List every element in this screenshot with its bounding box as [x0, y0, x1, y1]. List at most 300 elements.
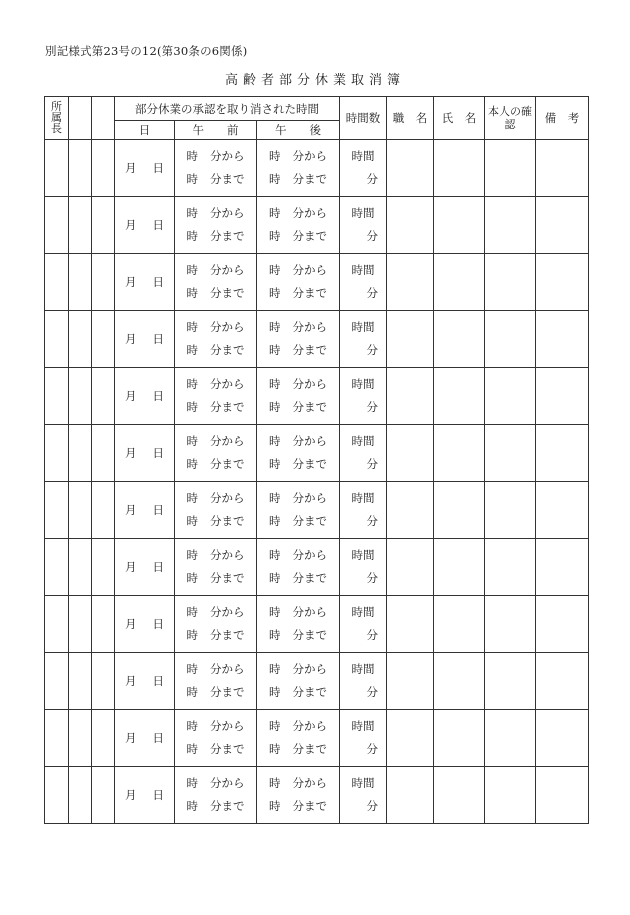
date-cell[interactable] [115, 596, 175, 653]
name-cell[interactable] [434, 254, 485, 311]
hour-label: 時 [186, 343, 198, 357]
pm-time-cell[interactable] [257, 140, 340, 197]
hour-label: 時 [269, 605, 281, 619]
name-cell[interactable] [434, 653, 485, 710]
month-label: 月 [125, 389, 137, 403]
dept-head-stamp-cell[interactable] [45, 596, 69, 653]
date-cell[interactable] [115, 311, 175, 368]
position-cell[interactable] [387, 140, 434, 197]
blank-cell-2[interactable] [92, 254, 115, 311]
hour-label: 時 [186, 662, 198, 676]
from-label: 分から [210, 149, 245, 163]
am-time-cell[interactable] [175, 140, 257, 197]
dept-head-stamp-cell[interactable] [45, 254, 69, 311]
month-label: 月 [125, 560, 137, 574]
blank-cell-2[interactable] [92, 197, 115, 254]
hour-label: 時 [269, 229, 281, 243]
confirmation-cell[interactable] [485, 140, 536, 197]
duration-hours-label: 時間 [351, 434, 375, 448]
duration-cell[interactable] [340, 197, 387, 254]
remarks-cell[interactable] [536, 653, 589, 710]
hour-label: 時 [186, 799, 198, 813]
hour-label: 時 [186, 320, 198, 334]
name-cell[interactable] [434, 311, 485, 368]
duration-minutes-label: 分 [366, 343, 379, 357]
until-label: 分まで [210, 229, 245, 243]
confirmation-cell[interactable] [485, 482, 536, 539]
am-time-cell[interactable] [175, 710, 257, 767]
duration-cell[interactable] [340, 767, 387, 824]
month-label: 月 [125, 218, 137, 232]
am-time-cell[interactable] [175, 425, 257, 482]
until-label: 分まで [292, 286, 328, 300]
remarks-cell[interactable] [536, 596, 589, 653]
blank-cell-2[interactable] [92, 482, 115, 539]
hour-label: 時 [269, 206, 281, 220]
from-label: 分から [210, 548, 245, 562]
pm-time-cell[interactable] [257, 767, 340, 824]
blank-cell-1[interactable] [69, 197, 92, 254]
month-label: 月 [125, 674, 137, 688]
month-label: 月 [125, 332, 137, 346]
duration-cell[interactable] [340, 482, 387, 539]
date-cell[interactable] [115, 482, 175, 539]
from-label: 分から [210, 206, 245, 220]
table-row [45, 368, 589, 425]
duration-minutes-label: 分 [366, 172, 379, 186]
until-label: 分まで [292, 457, 328, 471]
hour-label: 時 [186, 149, 198, 163]
hour-label: 時 [186, 491, 198, 505]
am-time-cell[interactable] [175, 653, 257, 710]
confirmation-cell[interactable] [485, 368, 536, 425]
hour-label: 時 [269, 776, 281, 790]
from-label: 分から [210, 776, 245, 790]
position-cell[interactable] [387, 311, 434, 368]
duration-cell[interactable] [340, 539, 387, 596]
duration-minutes-label: 分 [366, 400, 379, 414]
hour-label: 時 [269, 491, 281, 505]
dept-head-stamp-cell[interactable] [45, 425, 69, 482]
remarks-cell[interactable] [536, 482, 589, 539]
confirmation-cell[interactable] [485, 311, 536, 368]
day-label: 日 [152, 275, 164, 289]
header-confirmation: 本人の確認 [485, 97, 536, 140]
am-time-cell[interactable] [175, 311, 257, 368]
duration-hours-label: 時間 [351, 263, 375, 277]
hour-label: 時 [269, 377, 281, 391]
am-time-cell[interactable] [175, 197, 257, 254]
hour-label: 時 [269, 457, 281, 471]
pm-time-cell[interactable] [257, 254, 340, 311]
until-label: 分まで [292, 229, 328, 243]
pm-time-cell[interactable] [257, 539, 340, 596]
hour-label: 時 [269, 799, 281, 813]
duration-minutes-label: 分 [366, 742, 379, 756]
from-label: 分から [210, 377, 245, 391]
from-label: 分から [292, 377, 328, 391]
blank-cell-1[interactable] [69, 767, 92, 824]
from-label: 分から [292, 149, 328, 163]
header-day: 日 [115, 121, 175, 140]
blank-cell-1[interactable] [69, 653, 92, 710]
month-label: 月 [125, 788, 137, 802]
from-label: 分から [210, 491, 245, 505]
dept-head-stamp-cell[interactable] [45, 368, 69, 425]
pm-time-cell[interactable] [257, 197, 340, 254]
blank-cell-2[interactable] [92, 368, 115, 425]
duration-hours-label: 時間 [351, 491, 375, 505]
remarks-cell[interactable] [536, 311, 589, 368]
blank-cell-2[interactable] [92, 596, 115, 653]
position-cell[interactable] [387, 653, 434, 710]
month-label: 月 [125, 617, 137, 631]
duration-cell[interactable] [340, 368, 387, 425]
table-row [45, 425, 589, 482]
name-cell[interactable] [434, 368, 485, 425]
header-hours: 時間数 [340, 97, 387, 140]
header-pm: 午 後 [257, 121, 340, 140]
duration-minutes-label: 分 [366, 286, 379, 300]
day-label: 日 [152, 446, 164, 460]
confirmation-cell[interactable] [485, 710, 536, 767]
header-cancelled-time: 部分休業の承認を取り消された時間 [115, 97, 340, 121]
header-am: 午 前 [175, 121, 257, 140]
table-row [45, 596, 589, 653]
remarks-cell[interactable] [536, 539, 589, 596]
duration-hours-label: 時間 [351, 605, 375, 619]
hour-label: 時 [269, 400, 281, 414]
from-label: 分から [292, 605, 328, 619]
duration-cell[interactable] [340, 596, 387, 653]
day-label: 日 [152, 674, 164, 688]
dept-head-stamp-cell[interactable] [45, 767, 69, 824]
pm-time-cell[interactable] [257, 596, 340, 653]
day-label: 日 [152, 161, 164, 175]
hour-label: 時 [269, 662, 281, 676]
am-time-cell[interactable] [175, 482, 257, 539]
table-row [45, 140, 589, 197]
duration-hours-label: 時間 [351, 662, 375, 676]
from-label: 分から [292, 263, 328, 277]
until-label: 分まで [292, 343, 328, 357]
confirmation-cell[interactable] [485, 425, 536, 482]
duration-cell[interactable] [340, 653, 387, 710]
header-remarks: 備 考 [536, 97, 589, 140]
dept-head-stamp-cell[interactable] [45, 482, 69, 539]
name-cell[interactable] [434, 710, 485, 767]
duration-hours-label: 時間 [351, 776, 375, 790]
hour-label: 時 [269, 286, 281, 300]
remarks-cell[interactable] [536, 140, 589, 197]
am-time-cell[interactable] [175, 254, 257, 311]
day-label: 日 [152, 503, 164, 517]
duration-minutes-label: 分 [366, 571, 379, 585]
header-dept-head: 所属長 [45, 97, 69, 140]
hour-label: 時 [269, 719, 281, 733]
name-cell[interactable] [434, 767, 485, 824]
hour-label: 時 [269, 149, 281, 163]
date-cell[interactable] [115, 767, 175, 824]
until-label: 分まで [210, 400, 245, 414]
table-row [45, 539, 589, 596]
blank-cell-2[interactable] [92, 311, 115, 368]
duration-cell[interactable] [340, 140, 387, 197]
hour-label: 時 [269, 685, 281, 699]
until-label: 分まで [210, 685, 245, 699]
from-label: 分から [292, 662, 328, 676]
dept-head-stamp-cell[interactable] [45, 140, 69, 197]
until-label: 分まで [292, 685, 328, 699]
blank-cell-1[interactable] [69, 710, 92, 767]
duration-hours-label: 時間 [351, 206, 375, 220]
hour-label: 時 [186, 457, 198, 471]
month-label: 月 [125, 503, 137, 517]
hour-label: 時 [186, 206, 198, 220]
header-position: 職 名 [387, 97, 434, 140]
blank-cell-1[interactable] [69, 311, 92, 368]
from-label: 分から [210, 263, 245, 277]
page-title: 高齢者部分休業取消簿 [224, 73, 405, 88]
hour-label: 時 [269, 548, 281, 562]
until-label: 分まで [292, 172, 328, 186]
remarks-cell[interactable] [536, 368, 589, 425]
duration-minutes-label: 分 [366, 799, 379, 813]
pm-time-cell[interactable] [257, 311, 340, 368]
day-label: 日 [152, 389, 164, 403]
position-cell[interactable] [387, 368, 434, 425]
pm-time-cell[interactable] [257, 425, 340, 482]
dept-head-stamp-cell[interactable] [45, 311, 69, 368]
hour-label: 時 [186, 548, 198, 562]
blank-cell-1[interactable] [69, 425, 92, 482]
position-cell[interactable] [387, 254, 434, 311]
blank-cell-2[interactable] [92, 767, 115, 824]
duration-minutes-label: 分 [366, 685, 379, 699]
duration-hours-label: 時間 [351, 320, 375, 334]
register-rows [45, 140, 589, 824]
blank-cell-1[interactable] [69, 539, 92, 596]
month-label: 月 [125, 731, 137, 745]
from-label: 分から [210, 605, 245, 619]
until-label: 分まで [210, 172, 245, 186]
hour-label: 時 [269, 343, 281, 357]
day-label: 日 [152, 218, 164, 232]
duration-hours-label: 時間 [351, 149, 375, 163]
hour-label: 時 [269, 571, 281, 585]
blank-cell-2[interactable] [92, 425, 115, 482]
blank-cell-2[interactable] [92, 653, 115, 710]
remarks-cell[interactable] [536, 254, 589, 311]
hour-label: 時 [269, 320, 281, 334]
table-row [45, 254, 589, 311]
name-cell[interactable] [434, 425, 485, 482]
name-cell[interactable] [434, 140, 485, 197]
hour-label: 時 [186, 776, 198, 790]
dept-head-stamp-cell[interactable] [45, 197, 69, 254]
duration-minutes-label: 分 [366, 229, 379, 243]
from-label: 分から [210, 662, 245, 676]
month-label: 月 [125, 446, 137, 460]
position-cell[interactable] [387, 710, 434, 767]
from-label: 分から [210, 320, 245, 334]
remarks-cell[interactable] [536, 767, 589, 824]
blank-cell-1[interactable] [69, 254, 92, 311]
blank-cell-1[interactable] [69, 482, 92, 539]
until-label: 分まで [292, 514, 328, 528]
remarks-cell[interactable] [536, 425, 589, 482]
from-label: 分から [292, 776, 328, 790]
month-label: 月 [125, 161, 137, 175]
table-row [45, 710, 589, 767]
hour-label: 時 [186, 514, 198, 528]
date-cell[interactable] [115, 710, 175, 767]
hour-label: 時 [186, 571, 198, 585]
hour-label: 時 [186, 263, 198, 277]
position-cell[interactable] [387, 767, 434, 824]
date-cell[interactable] [115, 539, 175, 596]
table-row [45, 767, 589, 824]
position-cell[interactable] [387, 482, 434, 539]
until-label: 分まで [292, 571, 328, 585]
hour-label: 時 [186, 605, 198, 619]
hour-label: 時 [269, 263, 281, 277]
position-cell[interactable] [387, 425, 434, 482]
confirmation-cell[interactable] [485, 254, 536, 311]
hour-label: 時 [186, 685, 198, 699]
until-label: 分まで [292, 400, 328, 414]
name-cell[interactable] [434, 539, 485, 596]
blank-cell-2[interactable] [92, 140, 115, 197]
hour-label: 時 [186, 377, 198, 391]
from-label: 分から [210, 719, 245, 733]
date-cell[interactable] [115, 254, 175, 311]
until-label: 分まで [210, 742, 245, 756]
hour-label: 時 [269, 628, 281, 642]
date-cell[interactable] [115, 140, 175, 197]
date-cell[interactable] [115, 197, 175, 254]
am-time-cell[interactable] [175, 539, 257, 596]
am-time-cell[interactable] [175, 596, 257, 653]
duration-minutes-label: 分 [366, 628, 379, 642]
hour-label: 時 [186, 719, 198, 733]
pm-time-cell[interactable] [257, 482, 340, 539]
from-label: 分から [292, 491, 328, 505]
cancellation-register-table [44, 96, 589, 824]
from-label: 分から [292, 320, 328, 334]
form-identifier: 別記様式第23号の12(第30条の6関係) [45, 44, 248, 58]
duration-cell[interactable] [340, 425, 387, 482]
blank-cell-2[interactable] [92, 710, 115, 767]
position-cell[interactable] [387, 197, 434, 254]
remarks-cell[interactable] [536, 710, 589, 767]
until-label: 分まで [210, 628, 245, 642]
am-time-cell[interactable] [175, 368, 257, 425]
pm-time-cell[interactable] [257, 368, 340, 425]
date-cell[interactable] [115, 425, 175, 482]
hour-label: 時 [269, 172, 281, 186]
position-cell[interactable] [387, 539, 434, 596]
hour-label: 時 [186, 742, 198, 756]
pm-time-cell[interactable] [257, 710, 340, 767]
hour-label: 時 [269, 742, 281, 756]
table-row [45, 197, 589, 254]
until-label: 分まで [292, 742, 328, 756]
pm-time-cell[interactable] [257, 653, 340, 710]
duration-cell[interactable] [340, 311, 387, 368]
blank-cell-1[interactable] [69, 368, 92, 425]
duration-hours-label: 時間 [351, 377, 375, 391]
confirmation-cell[interactable] [485, 767, 536, 824]
remarks-cell[interactable] [536, 197, 589, 254]
duration-minutes-label: 分 [366, 457, 379, 471]
duration-cell[interactable] [340, 254, 387, 311]
day-label: 日 [152, 332, 164, 346]
hour-label: 時 [269, 514, 281, 528]
header-blank-2 [92, 97, 115, 140]
confirmation-cell[interactable] [485, 596, 536, 653]
blank-cell-2[interactable] [92, 539, 115, 596]
table-row [45, 311, 589, 368]
until-label: 分まで [210, 514, 245, 528]
table-row [45, 482, 589, 539]
from-label: 分から [292, 548, 328, 562]
duration-minutes-label: 分 [366, 514, 379, 528]
dept-head-stamp-cell[interactable] [45, 653, 69, 710]
date-cell[interactable] [115, 653, 175, 710]
dept-head-stamp-cell[interactable] [45, 710, 69, 767]
until-label: 分まで [210, 571, 245, 585]
day-label: 日 [152, 617, 164, 631]
until-label: 分まで [210, 343, 245, 357]
from-label: 分から [210, 434, 245, 448]
confirmation-cell[interactable] [485, 197, 536, 254]
name-cell[interactable] [434, 197, 485, 254]
until-label: 分まで [292, 628, 328, 642]
hour-label: 時 [186, 229, 198, 243]
duration-hours-label: 時間 [351, 719, 375, 733]
month-label: 月 [125, 275, 137, 289]
header-blank-1 [69, 97, 92, 140]
day-label: 日 [152, 731, 164, 745]
confirmation-cell[interactable] [485, 653, 536, 710]
day-label: 日 [152, 788, 164, 802]
hour-label: 時 [186, 286, 198, 300]
until-label: 分まで [210, 286, 245, 300]
until-label: 分まで [210, 799, 245, 813]
until-label: 分まで [210, 457, 245, 471]
hour-label: 時 [186, 434, 198, 448]
from-label: 分から [292, 434, 328, 448]
header-name: 氏 名 [434, 97, 485, 140]
hour-label: 時 [186, 400, 198, 414]
hour-label: 時 [269, 434, 281, 448]
blank-cell-1[interactable] [69, 140, 92, 197]
confirmation-cell[interactable] [485, 539, 536, 596]
hour-label: 時 [186, 628, 198, 642]
position-cell[interactable] [387, 596, 434, 653]
blank-cell-1[interactable] [69, 596, 92, 653]
from-label: 分から [292, 719, 328, 733]
name-cell[interactable] [434, 482, 485, 539]
duration-cell[interactable] [340, 710, 387, 767]
name-cell[interactable] [434, 596, 485, 653]
am-time-cell[interactable] [175, 767, 257, 824]
dept-head-stamp-cell[interactable] [45, 539, 69, 596]
hour-label: 時 [186, 172, 198, 186]
from-label: 分から [292, 206, 328, 220]
date-cell[interactable] [115, 368, 175, 425]
